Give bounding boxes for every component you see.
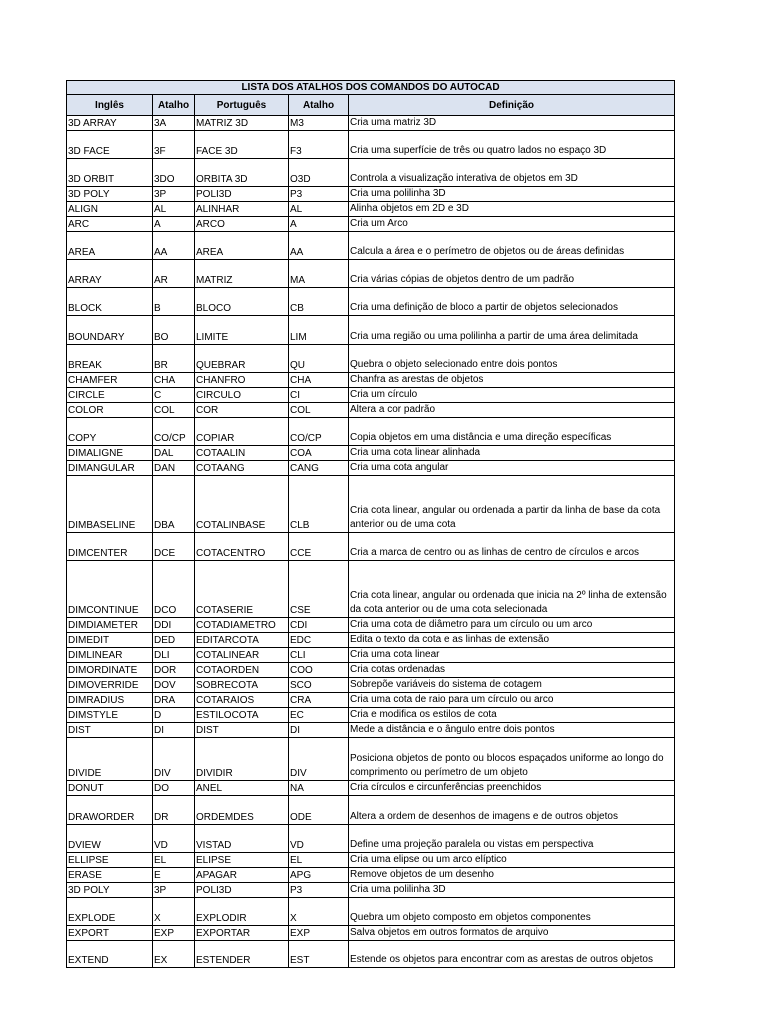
shortcut-english: DRA bbox=[153, 693, 195, 708]
definition: Cria várias cópias de objetos dentro de um padrão bbox=[349, 260, 675, 288]
command-portuguese: EDITARCOTA bbox=[195, 633, 289, 648]
command-portuguese: ELIPSE bbox=[195, 853, 289, 868]
table-row bbox=[67, 883, 675, 898]
table-row bbox=[67, 131, 675, 159]
definition: Alinha objetos em 2D e 3D bbox=[349, 202, 675, 217]
command-portuguese: DIVIDIR bbox=[195, 738, 289, 781]
command-portuguese: SOBRECOTA bbox=[195, 678, 289, 693]
shortcut-english: EX bbox=[153, 941, 195, 968]
shortcut-english: EL bbox=[153, 853, 195, 868]
table-row bbox=[67, 825, 675, 853]
command-portuguese: ANEL bbox=[195, 781, 289, 796]
definition: Posiciona objetos de ponto ou blocos espaçados uniforme ao longo do comprimento ou perímetro de um objeto bbox=[349, 738, 675, 781]
command-english: DONUT bbox=[67, 781, 153, 796]
shortcut-english: COL bbox=[153, 403, 195, 418]
command-english: 3D POLY bbox=[67, 187, 153, 202]
command-portuguese: POLI3D bbox=[195, 883, 289, 898]
definition: Cria uma cota angular bbox=[349, 461, 675, 476]
table-row bbox=[67, 232, 675, 260]
shortcut-english: DCO bbox=[153, 561, 195, 618]
command-portuguese: COTACENTRO bbox=[195, 533, 289, 561]
command-portuguese: COTAORDEN bbox=[195, 663, 289, 678]
shortcut-english: D bbox=[153, 708, 195, 723]
definition: Cria e modifica os estilos de cota bbox=[349, 708, 675, 723]
definition: Cria uma superfície de três ou quatro lados no espaço 3D bbox=[349, 131, 675, 159]
table-row bbox=[67, 663, 675, 678]
command-english: DIST bbox=[67, 723, 153, 738]
definition: Cria cota linear, angular ou ordenada que inicia na 2º linha de extensão da cota anterior ou de uma cota selecionada bbox=[349, 561, 675, 618]
command-portuguese: COTAANG bbox=[195, 461, 289, 476]
command-portuguese: MATRIZ bbox=[195, 260, 289, 288]
shortcut-english: 3P bbox=[153, 187, 195, 202]
table-row bbox=[67, 678, 675, 693]
shortcut-portuguese: LIM bbox=[289, 316, 349, 345]
command-portuguese: FACE 3D bbox=[195, 131, 289, 159]
command-portuguese: COTALINEAR bbox=[195, 648, 289, 663]
shortcut-english: DOV bbox=[153, 678, 195, 693]
table-row bbox=[67, 476, 675, 533]
command-english: EXPLODE bbox=[67, 898, 153, 926]
definition: Sobrepõe variáveis do sistema de cotagem bbox=[349, 678, 675, 693]
definition: Cria a marca de centro ou as linhas de centro de círculos e arcos bbox=[349, 533, 675, 561]
table-body bbox=[67, 116, 675, 968]
command-english: COLOR bbox=[67, 403, 153, 418]
shortcut-portuguese: CSE bbox=[289, 561, 349, 618]
command-portuguese: BLOCO bbox=[195, 288, 289, 316]
definition: Edita o texto da cota e as linhas de extensão bbox=[349, 633, 675, 648]
command-portuguese: CIRCULO bbox=[195, 388, 289, 403]
shortcut-portuguese: COA bbox=[289, 446, 349, 461]
command-portuguese: LIMITE bbox=[195, 316, 289, 345]
command-portuguese: COR bbox=[195, 403, 289, 418]
definition: Quebra um objeto composto em objetos componentes bbox=[349, 898, 675, 926]
shortcut-portuguese: CLI bbox=[289, 648, 349, 663]
shortcut-english: DIV bbox=[153, 738, 195, 781]
table-row bbox=[67, 373, 675, 388]
shortcut-english: 3F bbox=[153, 131, 195, 159]
table-row bbox=[67, 898, 675, 926]
table-row bbox=[67, 446, 675, 461]
shortcut-english: DO bbox=[153, 781, 195, 796]
shortcut-english: AR bbox=[153, 260, 195, 288]
shortcut-portuguese: VD bbox=[289, 825, 349, 853]
definition: Estende os objetos para encontrar com as arestas de outros objetos bbox=[349, 941, 675, 968]
command-english: ARC bbox=[67, 217, 153, 232]
command-english: AREA bbox=[67, 232, 153, 260]
command-portuguese: ESTILOCOTA bbox=[195, 708, 289, 723]
shortcut-english: C bbox=[153, 388, 195, 403]
shortcut-portuguese: CRA bbox=[289, 693, 349, 708]
command-portuguese: COTAALIN bbox=[195, 446, 289, 461]
shortcut-portuguese: P3 bbox=[289, 883, 349, 898]
shortcut-portuguese: EXP bbox=[289, 926, 349, 941]
shortcut-portuguese: SCO bbox=[289, 678, 349, 693]
table-row bbox=[67, 533, 675, 561]
table-row bbox=[67, 288, 675, 316]
shortcut-portuguese: EL bbox=[289, 853, 349, 868]
shortcut-english: DAL bbox=[153, 446, 195, 461]
shortcut-portuguese: CB bbox=[289, 288, 349, 316]
command-english: DIMSTYLE bbox=[67, 708, 153, 723]
command-portuguese: ORBITA 3D bbox=[195, 159, 289, 187]
command-portuguese: DIST bbox=[195, 723, 289, 738]
definition: Mede a distância e o ângulo entre dois pontos bbox=[349, 723, 675, 738]
command-portuguese: COTADIAMETRO bbox=[195, 618, 289, 633]
table-row bbox=[67, 403, 675, 418]
command-english: 3D POLY bbox=[67, 883, 153, 898]
shortcut-portuguese: CCE bbox=[289, 533, 349, 561]
table-row bbox=[67, 693, 675, 708]
table-row bbox=[67, 648, 675, 663]
command-english: DIMDIAMETER bbox=[67, 618, 153, 633]
command-english: 3D FACE bbox=[67, 131, 153, 159]
command-english: EXTEND bbox=[67, 941, 153, 968]
command-portuguese: QUEBRAR bbox=[195, 345, 289, 373]
shortcut-english: 3DO bbox=[153, 159, 195, 187]
shortcut-portuguese: DIV bbox=[289, 738, 349, 781]
command-portuguese: ALINHAR bbox=[195, 202, 289, 217]
command-english: DVIEW bbox=[67, 825, 153, 853]
table-row bbox=[67, 618, 675, 633]
definition: Define uma projeção paralela ou vistas em perspectiva bbox=[349, 825, 675, 853]
command-english: BREAK bbox=[67, 345, 153, 373]
table-row bbox=[67, 202, 675, 217]
definition: Copia objetos em uma distância e uma direção específicas bbox=[349, 418, 675, 446]
command-english: DIMCENTER bbox=[67, 533, 153, 561]
shortcut-portuguese: EC bbox=[289, 708, 349, 723]
shortcut-english: DLI bbox=[153, 648, 195, 663]
shortcut-portuguese: AL bbox=[289, 202, 349, 217]
shortcut-english: DED bbox=[153, 633, 195, 648]
shortcut-portuguese: P3 bbox=[289, 187, 349, 202]
definition: Cria uma região ou uma polilinha a partir de uma área delimitada bbox=[349, 316, 675, 345]
command-portuguese: COTASERIE bbox=[195, 561, 289, 618]
definition: Cria uma matriz 3D bbox=[349, 116, 675, 131]
shortcut-portuguese: CI bbox=[289, 388, 349, 403]
shortcut-portuguese: DI bbox=[289, 723, 349, 738]
command-portuguese: MATRIZ 3D bbox=[195, 116, 289, 131]
table-row bbox=[67, 217, 675, 232]
table-row bbox=[67, 708, 675, 723]
command-portuguese: POLI3D bbox=[195, 187, 289, 202]
shortcut-english: AA bbox=[153, 232, 195, 260]
definition: Cria uma definição de bloco a partir de objetos selecionados bbox=[349, 288, 675, 316]
shortcut-portuguese: X bbox=[289, 898, 349, 926]
shortcut-english: BO bbox=[153, 316, 195, 345]
command-english: ARRAY bbox=[67, 260, 153, 288]
table-row bbox=[67, 941, 675, 968]
shortcut-portuguese: EDC bbox=[289, 633, 349, 648]
command-english: BOUNDARY bbox=[67, 316, 153, 345]
command-english: BLOCK bbox=[67, 288, 153, 316]
header-portuguese: Português bbox=[195, 95, 289, 116]
shortcut-english: B bbox=[153, 288, 195, 316]
table-row bbox=[67, 260, 675, 288]
definition: Cria cotas ordenadas bbox=[349, 663, 675, 678]
command-english: DIMEDIT bbox=[67, 633, 153, 648]
command-english: 3D ARRAY bbox=[67, 116, 153, 131]
command-portuguese: COPIAR bbox=[195, 418, 289, 446]
shortcut-english: 3P bbox=[153, 883, 195, 898]
shortcut-english: DDI bbox=[153, 618, 195, 633]
shortcut-english: CHA bbox=[153, 373, 195, 388]
definition: Cria uma cota de raio para um círculo ou arco bbox=[349, 693, 675, 708]
table-row bbox=[67, 633, 675, 648]
table-row bbox=[67, 868, 675, 883]
definition: Quebra o objeto selecionado entre dois pontos bbox=[349, 345, 675, 373]
command-english: DIMOVERRIDE bbox=[67, 678, 153, 693]
table-row bbox=[67, 853, 675, 868]
shortcut-portuguese: CDI bbox=[289, 618, 349, 633]
shortcut-portuguese: ODE bbox=[289, 796, 349, 825]
definition: Cria um Arco bbox=[349, 217, 675, 232]
shortcut-english: A bbox=[153, 217, 195, 232]
definition: Cria uma cota linear alinhada bbox=[349, 446, 675, 461]
shortcut-portuguese: QU bbox=[289, 345, 349, 373]
definition: Salva objetos em outros formatos de arquivo bbox=[349, 926, 675, 941]
shortcut-english: DR bbox=[153, 796, 195, 825]
command-english: 3D ORBIT bbox=[67, 159, 153, 187]
shortcut-english: DAN bbox=[153, 461, 195, 476]
command-portuguese: COTARAIOS bbox=[195, 693, 289, 708]
shortcut-english: AL bbox=[153, 202, 195, 217]
definition: Cria uma cota de diâmetro para um círculo ou um arco bbox=[349, 618, 675, 633]
header-shortcut-pt: Atalho bbox=[289, 95, 349, 116]
command-english: DIMORDINATE bbox=[67, 663, 153, 678]
shortcut-portuguese: M3 bbox=[289, 116, 349, 131]
table-row bbox=[67, 187, 675, 202]
command-portuguese: VISTAD bbox=[195, 825, 289, 853]
shortcut-english: BR bbox=[153, 345, 195, 373]
definition: Cria cota linear, angular ou ordenada a partir da linha de base da cota anterior ou de uma cota bbox=[349, 476, 675, 533]
table-row bbox=[67, 388, 675, 403]
definition: Controla a visualização interativa de objetos em 3D bbox=[349, 159, 675, 187]
command-english: DIMANGULAR bbox=[67, 461, 153, 476]
shortcut-portuguese: NA bbox=[289, 781, 349, 796]
shortcut-portuguese: O3D bbox=[289, 159, 349, 187]
command-english: ALIGN bbox=[67, 202, 153, 217]
table-row bbox=[67, 561, 675, 618]
shortcut-english: X bbox=[153, 898, 195, 926]
table-row bbox=[67, 316, 675, 345]
shortcut-portuguese: F3 bbox=[289, 131, 349, 159]
definition: Cria uma polilinha 3D bbox=[349, 187, 675, 202]
shortcut-english: DBA bbox=[153, 476, 195, 533]
command-english: DIMRADIUS bbox=[67, 693, 153, 708]
table-row bbox=[67, 796, 675, 825]
shortcut-english: 3A bbox=[153, 116, 195, 131]
shortcut-english: DCE bbox=[153, 533, 195, 561]
command-english: DIMBASELINE bbox=[67, 476, 153, 533]
command-english: DIVIDE bbox=[67, 738, 153, 781]
shortcut-portuguese: CLB bbox=[289, 476, 349, 533]
table-row bbox=[67, 723, 675, 738]
command-english: ERASE bbox=[67, 868, 153, 883]
command-english: DIMALIGNE bbox=[67, 446, 153, 461]
definition: Calcula a área e o perímetro de objetos ou de áreas definidas bbox=[349, 232, 675, 260]
shortcut-portuguese: MA bbox=[289, 260, 349, 288]
shortcut-english: DOR bbox=[153, 663, 195, 678]
command-english: ELLIPSE bbox=[67, 853, 153, 868]
definition: Cria uma elipse ou um arco elíptico bbox=[349, 853, 675, 868]
definition: Altera a cor padrão bbox=[349, 403, 675, 418]
command-english: DIMLINEAR bbox=[67, 648, 153, 663]
header-shortcut-en: Atalho bbox=[153, 95, 195, 116]
table-row bbox=[67, 461, 675, 476]
shortcut-english: EXP bbox=[153, 926, 195, 941]
table-row bbox=[67, 116, 675, 131]
shortcut-portuguese: CO/CP bbox=[289, 418, 349, 446]
command-english: CIRCLE bbox=[67, 388, 153, 403]
definition: Cria uma cota linear bbox=[349, 648, 675, 663]
shortcut-portuguese: COL bbox=[289, 403, 349, 418]
command-portuguese: ORDEMDES bbox=[195, 796, 289, 825]
command-english: EXPORT bbox=[67, 926, 153, 941]
table-row bbox=[67, 418, 675, 446]
command-portuguese: ARCO bbox=[195, 217, 289, 232]
shortcut-english: CO/CP bbox=[153, 418, 195, 446]
command-portuguese: EXPLODIR bbox=[195, 898, 289, 926]
header-definition: Definição bbox=[349, 95, 675, 116]
autocad-shortcuts-table bbox=[66, 80, 675, 968]
shortcut-english: E bbox=[153, 868, 195, 883]
shortcut-portuguese: AA bbox=[289, 232, 349, 260]
shortcut-portuguese: COO bbox=[289, 663, 349, 678]
shortcut-english: DI bbox=[153, 723, 195, 738]
command-portuguese: AREA bbox=[195, 232, 289, 260]
shortcut-portuguese: CHA bbox=[289, 373, 349, 388]
command-english: DRAWORDER bbox=[67, 796, 153, 825]
definition: Cria um círculo bbox=[349, 388, 675, 403]
command-english: CHAMFER bbox=[67, 373, 153, 388]
command-english: DIMCONTINUE bbox=[67, 561, 153, 618]
shortcut-portuguese: APG bbox=[289, 868, 349, 883]
command-portuguese: ESTENDER bbox=[195, 941, 289, 968]
definition: Cria círculos e circunferências preenchidos bbox=[349, 781, 675, 796]
table-title: LISTA DOS ATALHOS DOS COMANDOS DO AUTOCAD bbox=[67, 81, 675, 95]
command-portuguese: CHANFRO bbox=[195, 373, 289, 388]
shortcut-portuguese: EST bbox=[289, 941, 349, 968]
definition: Chanfra as arestas de objetos bbox=[349, 373, 675, 388]
command-portuguese: EXPORTAR bbox=[195, 926, 289, 941]
table-row bbox=[67, 781, 675, 796]
command-portuguese: APAGAR bbox=[195, 868, 289, 883]
table-row bbox=[67, 345, 675, 373]
definition: Remove objetos de um desenho bbox=[349, 868, 675, 883]
command-english: COPY bbox=[67, 418, 153, 446]
shortcut-portuguese: CANG bbox=[289, 461, 349, 476]
table-row bbox=[67, 738, 675, 781]
shortcut-portuguese: A bbox=[289, 217, 349, 232]
table-row bbox=[67, 926, 675, 941]
table-row bbox=[67, 159, 675, 187]
definition: Cria uma polilinha 3D bbox=[349, 883, 675, 898]
header-english: Inglês bbox=[67, 95, 153, 116]
definition: Altera a ordem de desenhos de imagens e de outros objetos bbox=[349, 796, 675, 825]
command-portuguese: COTALINBASE bbox=[195, 476, 289, 533]
shortcut-english: VD bbox=[153, 825, 195, 853]
